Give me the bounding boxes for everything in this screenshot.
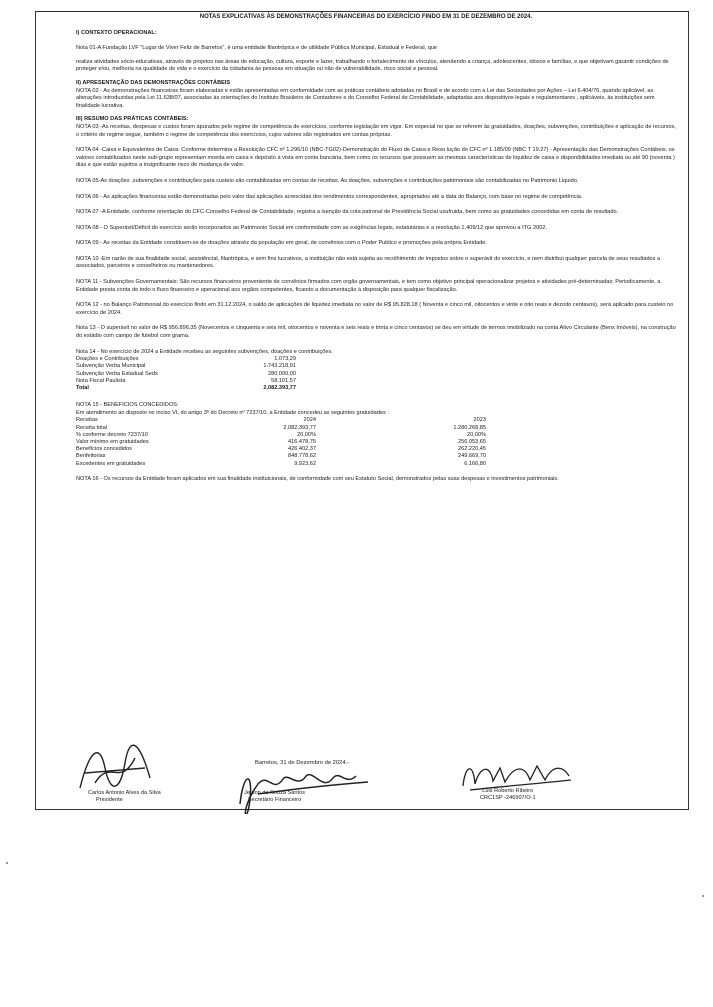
- table-cell: 6.166,80: [464, 460, 486, 467]
- table-row: [76, 378, 296, 385]
- table-cell: Receita total: [76, 424, 108, 431]
- note15-table: [76, 417, 486, 467]
- section-heading: II) APRESENTAÇÃO DAS DEMONSTRAÇÕES CONTÁBEIS: [76, 79, 231, 86]
- scan-speck: [6, 862, 8, 864]
- table-cell: Subvenção Verba Estadual Seds: [76, 370, 158, 377]
- table-cell: 1.073,29: [274, 356, 296, 363]
- paragraph: Nota 01-A Fundação LVF "Lugar de Viver Feliz de Barretos", é uma entidade filantrópica e de utilidade Pública Municipal, Estadual e Federal, que: [76, 45, 438, 52]
- table-cell: Doações e Contribuições: [76, 356, 139, 363]
- signature-2: [244, 790, 305, 805]
- table-cell: Benfeitorias: [76, 453, 106, 460]
- table-row: [76, 432, 486, 439]
- table-cell: Subvenção Verba Municipal: [76, 363, 146, 370]
- paragraph: NOTA 12 - no Balanço Patrimonial do exercício findo em 31.12.2024, o saldo de aplicações de liquidez imediata no valor de R$ 95.828,18 ( Noventa e cinco mil, oitocentos e vinte e oito reais e dezoito centavos), será aplicado para custeio no exercício de 2024.: [76, 302, 674, 316]
- table-row: [76, 371, 296, 378]
- note14-table: [76, 356, 296, 392]
- table-cell: 20,00%: [297, 431, 316, 438]
- table-row: [76, 417, 486, 424]
- table-cell: 280.000,00: [268, 370, 296, 377]
- signature-1-scribble: [70, 738, 160, 798]
- signature-1: [88, 790, 161, 805]
- table-row: [76, 356, 296, 363]
- table-cell: 848.778,62: [288, 453, 316, 460]
- table-cell: 416.478,75: [288, 439, 316, 446]
- table-cell: 9.923,62: [294, 460, 316, 467]
- paragraph: Em atendimento ao disposto no inciso VI, do artigo 3º do Decreto nº 7237/10, a Entidade concedeu as seguintes gratuidades :: [76, 409, 389, 416]
- paragraph: NOTA 15 - BENEFICIOS CONCEDIDOS:: [76, 402, 179, 409]
- paragraph: Nota 14 - No exercício de 2024 a Entidade recebeu as seguintes subvenções, doações e contribuições.: [76, 348, 333, 355]
- table-cell: % conforme decreto 7237/10: [76, 431, 148, 438]
- table-cell: Receitas: [76, 417, 98, 424]
- table-row: [76, 461, 486, 468]
- signature-2-scribble: [228, 764, 378, 814]
- table-cell: 1.743.218,91: [263, 363, 296, 370]
- signature-3: [480, 788, 536, 803]
- paragraph: realiza atividades sócio-educativas, através de projetos nas áreas de educação, cultura, esporte e lazer, trabalhando o fortalecimento de vínculos, atendendo a criança, adolescentes, idosos e famílias, e que objetivam garantir condições de proteger e/ou, melhoria na qualidade de vida e o exercício da cidadania às pessoas em situação ou não de vulnerabilidade, risco social e pessoal.: [76, 58, 669, 73]
- signatory-role: CRC1SP -246907/O-1: [480, 795, 536, 802]
- table-cell: 2024: [303, 417, 316, 424]
- section-heading: III) RESUMO DAS PRÁTICAS CONTÁBEIS:: [76, 116, 189, 123]
- signatory-name: Carlos Antonio Alves da Silva: [88, 790, 161, 796]
- paragraph: NOTA 02 - As demonstrações financeiras foram elaboradas e estão apresentadas em conformidade com as práticas contábeis adotadas no Brasil e de acordo com a Lei das Sociedades por Ações – Lei 6.404/76, quando aplicável, as alterações introduzidas pela Lei 11.638/07, associadas às orientações do Instituto Brasileiro de Contadores e do Conselho Federal de Contabilidade, adaptadas aos dispositivos legais e regulamentares , aplicáveis, às instituições sem finalidade lucrativa.: [76, 87, 655, 109]
- scan-speck: [702, 895, 704, 897]
- table-cell: Nota Fiscal Paulista: [76, 377, 126, 384]
- paragraph: NOTA 06 - As aplicações financeiras estão demonstradas pelo valor das aplicações acrescidas dos rendimentos correspondentes, apropriados até a data do Balanço, com base no regime de competência.: [76, 193, 583, 200]
- table-cell: 2023: [473, 417, 486, 424]
- paragraph: NOTA 04 -Caixa e Equivalentes de Caixa: Conforme determina a Resolução CFC nº 1.296/10 (NBC-TG02)-Demonstração do Fluxo de Caixa e Reso lução do CFC nº 1.185/09 (NBC T 19.27) - Apresentação das Demonstrações Contábeis, os valores contabilizados neste sub-grupo representam moeda em caixa e depósito à vista em conta bancária, bem como os recursos que possuem as mesmas características de liquidez de caixa e disponibilidades imediata ou até 90 (noventa ) dias e que estão sujeitos a insignificante risco de mudança de valor.: [76, 147, 675, 169]
- table-cell: 2.082.393,77: [263, 385, 296, 392]
- document-body: [76, 14, 676, 483]
- paragraph: Nota 13 - O superávit no valor de R$ 956.896,35 (Novecentos e cinquenta e seis mil, oitocentos e noventa e seis reais e trinta e cinco centavos) se deu em virtude de termos imobilizado na conta Ativo Circulante (Bens Imóveis), na construção do estádio com campo de futebol com grama.: [76, 325, 676, 340]
- paragraph: NOTA 07 -A Entidade, conforme orientação do CFC-Conselho Federal de Contabilidade, registra a isenção da cota patronal de Previdência Social usufruida, bem como as gratuidades concedidas em conta de resultado.: [76, 209, 619, 216]
- table-cell: Benefícios concedidos: [76, 446, 132, 453]
- table-cell: 2.082.393,77: [283, 424, 316, 431]
- table-cell: Valor mínimo em gratuidades: [76, 439, 149, 446]
- signatory-name: Jerson de Souza Santos: [244, 790, 305, 796]
- table-cell: Total: [76, 385, 89, 392]
- table-cell: 256.053,65: [458, 439, 486, 446]
- table-row: [76, 363, 296, 370]
- document-title: NOTAS EXPLICATIVAS ÀS DEMONSTRAÇÕES FINANCEIRAS DO EXERCÍCIO FINDO EM 31 DE DEZEMBRO DE 2024.: [199, 14, 533, 20]
- paragraph: NOTA 05-As doações ,subvenções e contribuições para custeio são contabilizadas em contas de receitas. As doações, subvenções e contribuições patrimoniais são contabilizadas no Patrimonio Liquido.: [76, 177, 579, 184]
- paragraph: NOTA 09 - As receitas da Entidade constituem-se de doações atravéz da população em geral, de convênios com o Poder Publico e promoções pela própria Entidade.: [76, 240, 487, 247]
- signatory-role: Secretário Financeiro: [247, 797, 302, 804]
- table-cell: 1.280.268,85: [453, 424, 486, 431]
- paragraph: NOTA 10 -Em razão de sua finalidade social, assistêncial, filantrópica, e sem fins lucrativos, a instituição não está sujeita ao recolhimento de impostos sobre o superávit do exercício, e nem distribui qualquer parcela de seus resultados a associados, parceiros e conselheiros ou mantenedores.: [76, 255, 661, 270]
- table-cell: 58.101,57: [271, 377, 296, 384]
- table-cell: 262.220,45: [458, 446, 486, 453]
- table-row: [76, 453, 486, 460]
- table-cell: 20,00%: [467, 431, 486, 438]
- paragraph: NOTA 11 - Subvenções Governamentais: São recursos financeiros proveniente de convênios firmados com orgão governamentais, e tem como objetivo principal operacionalizar projetos e atividades pré-determinadas; Periodicamente, a Entidade presta conta de todo o fluxo financeiro e operacional aos orgãos competentes, ficando a documentação à disposição para qualquer fiscalização.: [76, 279, 661, 293]
- place-date: Barretos, 31 de Dezembro de 2024.-: [255, 760, 350, 766]
- table-cell: Excedentes em gratuidades: [76, 460, 146, 467]
- table-row: [76, 446, 486, 453]
- table-row: [76, 385, 296, 392]
- table-row: [76, 439, 486, 446]
- paragraph: NOTA 03 -As receitas, despesas e custos foram apurados pelo regime de competência de exercícios, conforme legislação em vigor. Em especial no que se referem às gratuidades, doações, subvenções, contribuições e aplicação de recursos, o critério de regime segue, também o regime de competência dos exercícios, cujos valores são registrados em contas próprias.: [76, 123, 676, 138]
- table-cell: 426.402,37: [288, 446, 316, 453]
- signatory-name: Luis Roberto Ribeiro: [482, 788, 534, 794]
- table-row: [76, 425, 486, 432]
- paragraph: NOTA 08 - O Superávit/Déficit do exercício serão incorporados ao Patrimonio Social em conformidade com as exigências legais, estatutárias e a resolução 1.409/12 que aprovou a ITG 2002.: [76, 224, 547, 231]
- paragraph: NOTA 16 - Os recursos da Entidade foram aplicados em sua finalidade instituicionais, de conformidade com seu Estatuto Social, demonstrados pelas suas despesas e investimentos patrimoniais.: [76, 475, 559, 482]
- section-heading: I) CONTEXTO OPERACIONAL:: [76, 29, 157, 36]
- table-cell: 249.669,70: [458, 453, 486, 460]
- signatory-role: Presidente: [96, 797, 123, 804]
